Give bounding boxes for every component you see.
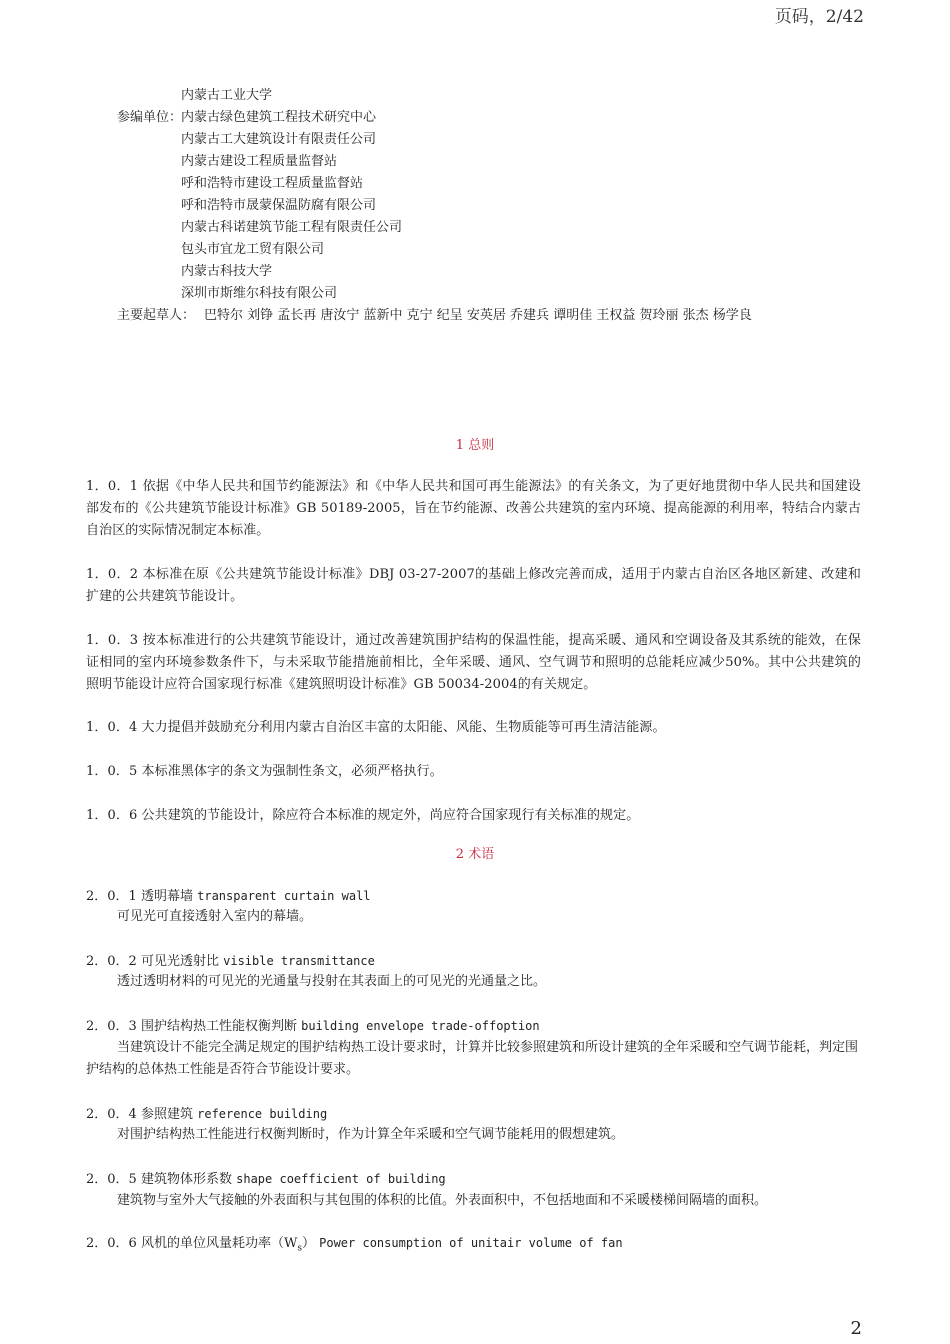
term-number: 2．0．2 <box>86 954 137 969</box>
term-definition: 建筑物与室外大气接触的外表面积与其包围的体积的比值。外表面积中，不包括地面和不采暖楼梯间隔墙的面积。 <box>117 1193 768 1208</box>
org-item: 内蒙古建设工程质量监督站 <box>181 154 338 169</box>
term-en: Power consumption of unitair volume of fan <box>319 1236 623 1250</box>
term-cn: 透明幕墙 <box>140 889 193 904</box>
term-subscript: s <box>297 1243 302 1254</box>
clause-paragraph: 1．0．3 按本标准进行的公共建筑节能设计，通过改善建筑围护结构的保温性能，提高采暖、通风和空调设备及其系统的能效，在保证相同的室内环境参数条件下，与未采取节能措施前相比，全年采暖、通风、空气调节和照明的总能耗应减少50%。其中公共建筑的照明节能设计应符合国家现行标准《建筑照明设计标准》GB 50034-2004的有关规定。 <box>86 633 861 692</box>
section-title-terms: 2 术语 <box>455 847 495 862</box>
org-item: 内蒙古科技大学 <box>181 264 273 279</box>
term-heading <box>86 886 371 907</box>
term-en: shape coefficient of building <box>236 1172 446 1186</box>
org-item: 内蒙古科诺建筑节能工程有限责任公司 <box>181 220 403 235</box>
term-definition: 对围护结构热工性能进行权衡判断时，作为计算全年采暖和空气调节能耗用的假想建筑。 <box>117 1127 625 1142</box>
term-cn: 建筑物体形系数 <box>140 1172 232 1187</box>
term-heading <box>86 1104 327 1125</box>
term-definition: 透过透明材料的可见光的光通量与投射在其表面上的可见光的光通量之比。 <box>117 974 547 989</box>
org-item: 包头市宜龙工贸有限公司 <box>181 242 325 257</box>
term-number: 2．0．4 <box>86 1107 137 1122</box>
term-cn: 风机的单位风量耗功率（W <box>140 1236 298 1251</box>
org-item: 呼和浩特市建设工程质量监督站 <box>181 176 364 191</box>
org-item: 内蒙古绿色建筑工程技术研究中心 <box>181 110 377 125</box>
drafters-list: 巴特尔 刘铮 孟长再 唐汝宁 蓝新中 克宁 纪呈 安英居 乔建兵 谭明佳 王权益 贺玲丽 张杰 杨学良 <box>204 308 752 323</box>
term-definition: 可见光可直接透射入室内的幕墙。 <box>117 909 313 924</box>
term-cn: 围护结构热工性能权衡判断 <box>140 1019 297 1034</box>
org-item: 呼和浩特市晟蒙保温防腐有限公司 <box>181 198 377 213</box>
clause-paragraph: 1．0．2 本标准在原《公共建筑节能设计标准》DBJ 03-27-2007的基础上修改完善而成，适用于内蒙古自治区各地区新建、改建和扩建的公共建筑节能设计。 <box>86 567 861 604</box>
clause-paragraph: 1．0．5 本标准黑体字的条文为强制性条文，必须严格执行。 <box>86 764 443 779</box>
drafters-label: 主要起草人： <box>117 308 196 323</box>
term-definition: 当建筑设计不能完全满足规定的围护结构热工设计要求时，计算并比较参照建筑和所设计建筑的全年采暖和空气调节能耗，判定围护结构的总体热工性能是否符合节能设计要求。 <box>86 1040 859 1077</box>
org-first-line: 内蒙古工业大学 <box>181 88 273 103</box>
term-heading <box>86 951 375 972</box>
org-item: 深圳市斯维尔科技有限公司 <box>181 286 338 301</box>
term-en: transparent curtain wall <box>197 889 371 903</box>
term-number: 2．0．5 <box>86 1172 137 1187</box>
term-number: 2．0．3 <box>86 1019 137 1034</box>
term-heading <box>86 1016 540 1037</box>
term-heading <box>86 1169 446 1190</box>
term-en: building envelope trade-offoption <box>301 1019 540 1033</box>
page-number: 2 <box>850 1318 862 1339</box>
term-number: 2．0．6 <box>86 1236 137 1251</box>
term-heading <box>86 1233 623 1259</box>
participating-label: 参编单位： <box>117 110 183 125</box>
term-en: visible transmittance <box>223 954 375 968</box>
section-title-general: 1 总则 <box>455 438 495 453</box>
term-en: reference building <box>197 1107 328 1121</box>
term-cn: 参照建筑 <box>140 1107 193 1122</box>
term-cn-tail: ） <box>301 1236 315 1251</box>
term-number: 2．0．1 <box>86 889 137 904</box>
clause-paragraph: 1．0．6 公共建筑的节能设计，除应符合本标准的规定外，尚应符合国家现行有关标准的规定。 <box>86 808 640 823</box>
clause-paragraph: 1．0．1 依据《中华人民共和国节约能源法》和《中华人民共和国可再生能源法》的有关条文，为了更好地贯彻中华人民共和国建设部发布的《公共建筑节能设计标准》GB 50189-2005，旨在节约能源、改善公共建筑的室内环境、提高能源的利用率，特结合内蒙古自治区的实际情况制定本标准。 <box>86 479 861 538</box>
term-cn: 可见光透射比 <box>140 954 219 969</box>
clause-paragraph: 1．0．4 大力提倡并鼓励充分利用内蒙古自治区丰富的太阳能、风能、生物质能等可再生清洁能源。 <box>86 720 666 735</box>
page-indicator: 页码，2/42 <box>774 7 864 27</box>
org-item: 内蒙古工大建筑设计有限责任公司 <box>181 132 377 147</box>
